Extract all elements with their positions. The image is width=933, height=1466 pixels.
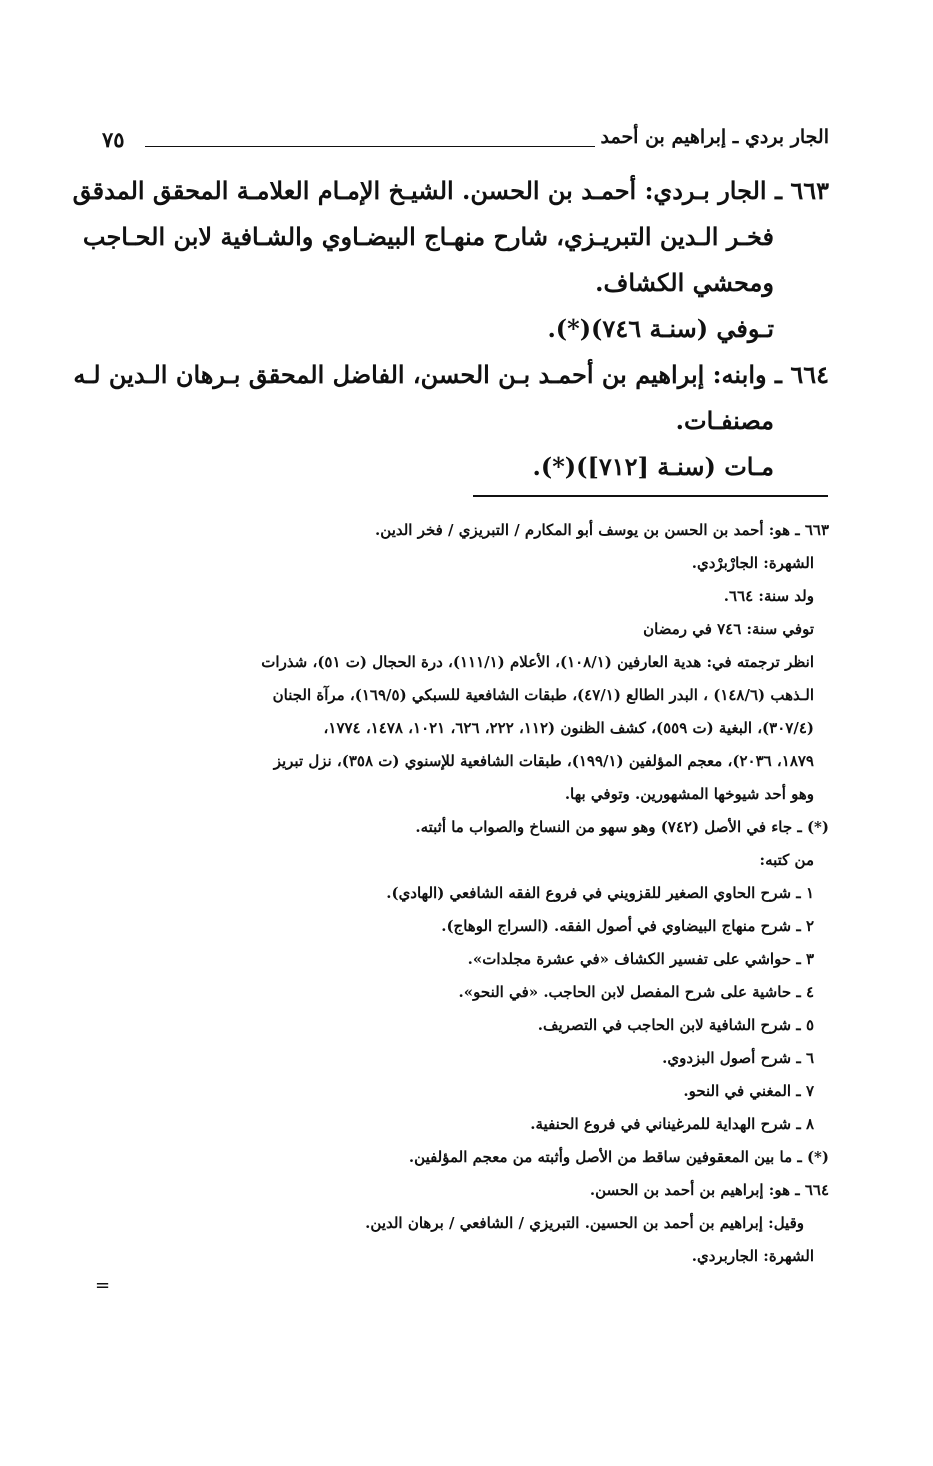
footnote-line: الشهرة: الجاربردي. [691, 1247, 814, 1265]
footnote-line: الـذهب (١٤٨/٦) ، البدر الطالع (٤٧/١)، طبقات الشافعية للسبكي (١٦٩/٥)، مرآة الجنان [272, 686, 814, 704]
entry-line: ومحشي الكشاف. [595, 268, 774, 297]
footnote-list-item: ٢ ـ شرح منهاج البيضاوي في أصول الفقه. (السراج الوهاج). [441, 917, 814, 935]
footnote-list-item: ٥ ـ شرح الشافية لابن الحاجب في التصريف. [537, 1016, 814, 1034]
entry-line: تـوفي (سنـة ٧٤٦)(*). [547, 314, 774, 343]
footnote-list-item: ٨ ـ شرح الهداية للمرغيناني في فروع الحنفية. [530, 1115, 814, 1133]
footnote-separator [473, 495, 828, 497]
footnote-line: ٦٦٣ ـ هو: أحمد بن الحسن بن يوسف أبو المكارم / التبريزي / فخر الدين. [375, 521, 829, 539]
footnote-line: (*) ـ ما بين المعقوفين ساقط من الأصل وأثبته من معجم المؤلفين. [408, 1148, 829, 1166]
entry-line: ٦٦٤ ـ وابنه: إبراهيم بن أحمـد بـن الحسن، الفاضل المحقق بـرهان الـدين لـه [73, 360, 829, 389]
footnote-line: الشهرة: الجارْبرْدي. [691, 554, 814, 572]
footnotes [102, 514, 829, 1273]
footnote-line: وقيل: إبراهيم بن أحمد بن الحسين. التبريزي / الشافعي / برهان الدين. [365, 1214, 804, 1232]
footnote-line: ٦٦٤ ـ هو: إبراهيم بن أحمد بن الحسن. [589, 1181, 829, 1199]
footnote-line: (٣٠٧/٤)، البغية (ت ٥٥٩)، كشف الظنون (١١٢، ٢٢٢، ٦٢٦، ١٠٢١، ١٤٧٨، ١٧٧٤، [323, 719, 814, 737]
footnote-line: توفي سنة: ٧٤٦ في رمضان [643, 620, 814, 638]
entry-664 [73, 352, 829, 490]
footnote-list-item: ٧ ـ المغني في النحو. [683, 1082, 814, 1100]
footnote-list-item: ١ ـ شرح الحاوي الصغير للقزويني في فروع الفقه الشافعي (الهادي). [386, 884, 814, 902]
footnote-line: ١٨٧٩، ٢٠٣٦)، معجم المؤلفين (١٩٩/١)، طبقات الشافعية للإسنوي (ت ٣٥٨)، نزل تبريز [273, 752, 814, 770]
footnote-list-item: ٤ ـ حاشية على شرح المفصل لابن الحاجب. «في النحو». [458, 983, 814, 1001]
footnote-list-item: ٣ ـ حواشي على تفسير الكشاف «في عشرة مجلدات». [467, 950, 814, 968]
header-rule [145, 146, 595, 147]
continuation-mark: = [95, 1275, 111, 1296]
footnote-line: انظر ترجمته في: هدية العارفين (١٠٨/١)، الأعلام (١١١/١)، درة الحجال (ت ٥١)، شذرات [261, 653, 814, 671]
running-header-title: الجار بردي ـ إبراهيم بن أحمد [600, 126, 829, 148]
entry-line: مـات (سنـة [٧١٢])(*). [532, 452, 774, 481]
entry-line: ٦٦٣ ـ الجار بـردي: أحمـد بن الحسن. الشيـخ الإمـام العلامـة المحقق المدقق [72, 176, 829, 205]
footnote-line: ولد سنة: ٦٦٤. [723, 587, 814, 605]
page-number: ٧٥ [102, 127, 125, 152]
entry-663 [72, 168, 829, 352]
footnote-line: وهو أحد شيوخها المشهورين. وتوفي بها. [564, 785, 814, 803]
footnote-list-item: ٦ ـ شرح أصول البزدوي. [662, 1049, 814, 1067]
entry-line: مصنفـات. [675, 406, 774, 435]
footnote-line: (*) ـ جاء في الأصل (٧٤٢) وهو سهو من النساخ والصواب ما أثبته. [415, 818, 829, 836]
entry-line: فخـر الـدين التبريـزي، شارح منهـاج البيضـاوي والشـافية لابن الحـاجب [82, 222, 774, 251]
footnote-line: من كتبه: [759, 851, 814, 869]
